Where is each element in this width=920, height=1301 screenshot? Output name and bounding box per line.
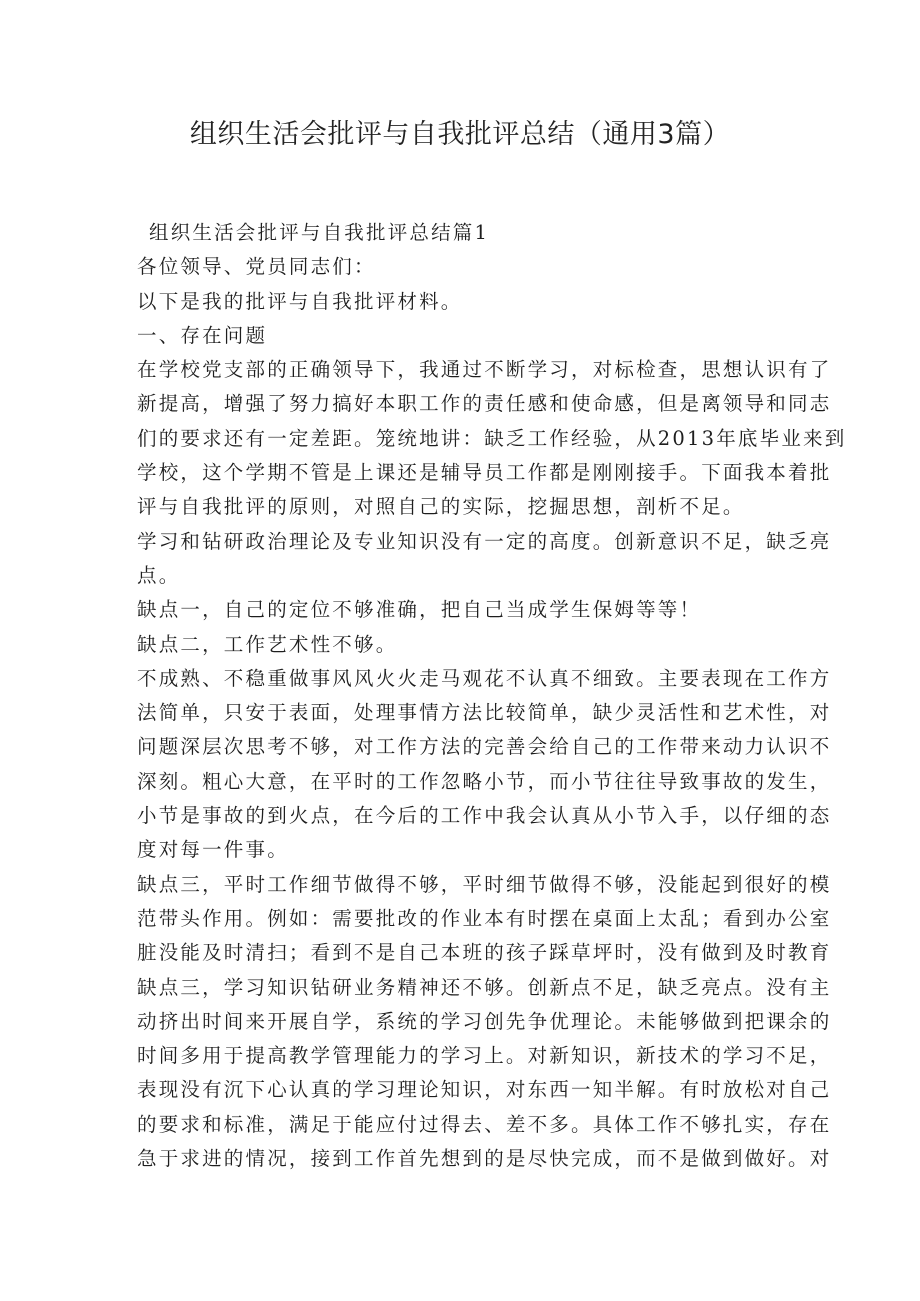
document-title: 组织生活会批评与自我批评总结（通用3篇） (189, 119, 731, 150)
paragraph-line: 动挤出时间来开展自学，系统的学习创先争优理论。未能够做到把课余的 (137, 1009, 832, 1033)
paragraph-line: 缺点三，平时工作细节做得不够，平时细节做得不够，没能起到很好的模 (137, 872, 832, 896)
paragraph-line: 法简单，只安于表面，处理事情方法比较简单，缺少灵活性和艺术性，对 (137, 701, 832, 725)
paragraph-line: 缺点三，学习知识钻研业务精神还不够。创新点不足，缺乏亮点。没有主 (137, 975, 832, 999)
paragraph-line: 学习和钻研政治理论及专业知识没有一定的高度。创新意识不足，缺乏亮 (137, 529, 832, 553)
paragraph-line: 以下是我的批评与自我批评材料。 (137, 289, 463, 313)
paragraph-line: 表现没有沉下心认真的学习理论知识，对东西一知半解。有时放松对自己 (137, 1078, 832, 1102)
paragraph-line: 范带头作用。例如：需要批改的作业本有时摆在桌面上太乱；看到办公室 (137, 906, 832, 930)
subheading: 一、存在问题 (137, 323, 268, 347)
paragraph-line: 深刻。粗心大意，在平时的工作忽略小节，而小节往往导致事故的发生， (137, 769, 832, 793)
paragraph-line: 小节是事故的到火点，在今后的工作中我会认真从小节入手，以仔细的态 (137, 804, 832, 828)
paragraph-line: 缺点一，自己的定位不够准确，把自己当成学生保姆等等！ (137, 598, 702, 622)
paragraph-line: 新提高，增强了努力搞好本职工作的责任感和使命感，但是离领导和同志 (137, 392, 832, 416)
document-body (137, 216, 847, 1176)
paragraph-line: 在学校党支部的正确领导下，我通过不断学习，对标检查，思想认识有了 (137, 358, 832, 382)
paragraph-line: 的要求和标准，满足于能应付过得去、差不多。具体工作不够扎实，存在 (137, 1112, 832, 1136)
section-heading: 组织生活会批评与自我批评总结篇1 (149, 221, 490, 244)
paragraph-line: 学校，这个学期不管是上课还是辅导员工作都是刚刚接手。下面我本着批 (137, 461, 832, 485)
paragraph-line: 度对每一件事。 (137, 838, 289, 862)
paragraph-line: 评与自我批评的原则，对照自己的实际，挖掘思想，剖析不足。 (137, 495, 745, 519)
paragraph-line: 问题深层次思考不够，对工作方法的完善会给自己的工作带来动力认识不 (137, 735, 832, 759)
paragraph-line: 不成熟、不稳重做事风风火火走马观花不认真不细致。主要表现在工作方 (137, 666, 832, 690)
paragraph-line: 点。 (137, 563, 181, 587)
paragraph-line: 们的要求还有一定差距。笼统地讲：缺乏工作经验，从2013年底毕业来到 (137, 426, 847, 450)
salutation: 各位领导、党员同志们： (137, 255, 376, 279)
paragraph-line: 急于求进的情况，接到工作首先想到的是尽快完成，而不是做到做好。对 (137, 1147, 832, 1171)
paragraph-line: 时间多用于提高教学管理能力的学习上。对新知识，新技术的学习不足， (137, 1044, 832, 1068)
paragraph-line: 脏没能及时清扫；看到不是自己本班的孩子踩草坪时，没有做到及时教育 (137, 941, 832, 965)
paragraph-line: 缺点二，工作艺术性不够。 (137, 632, 398, 656)
